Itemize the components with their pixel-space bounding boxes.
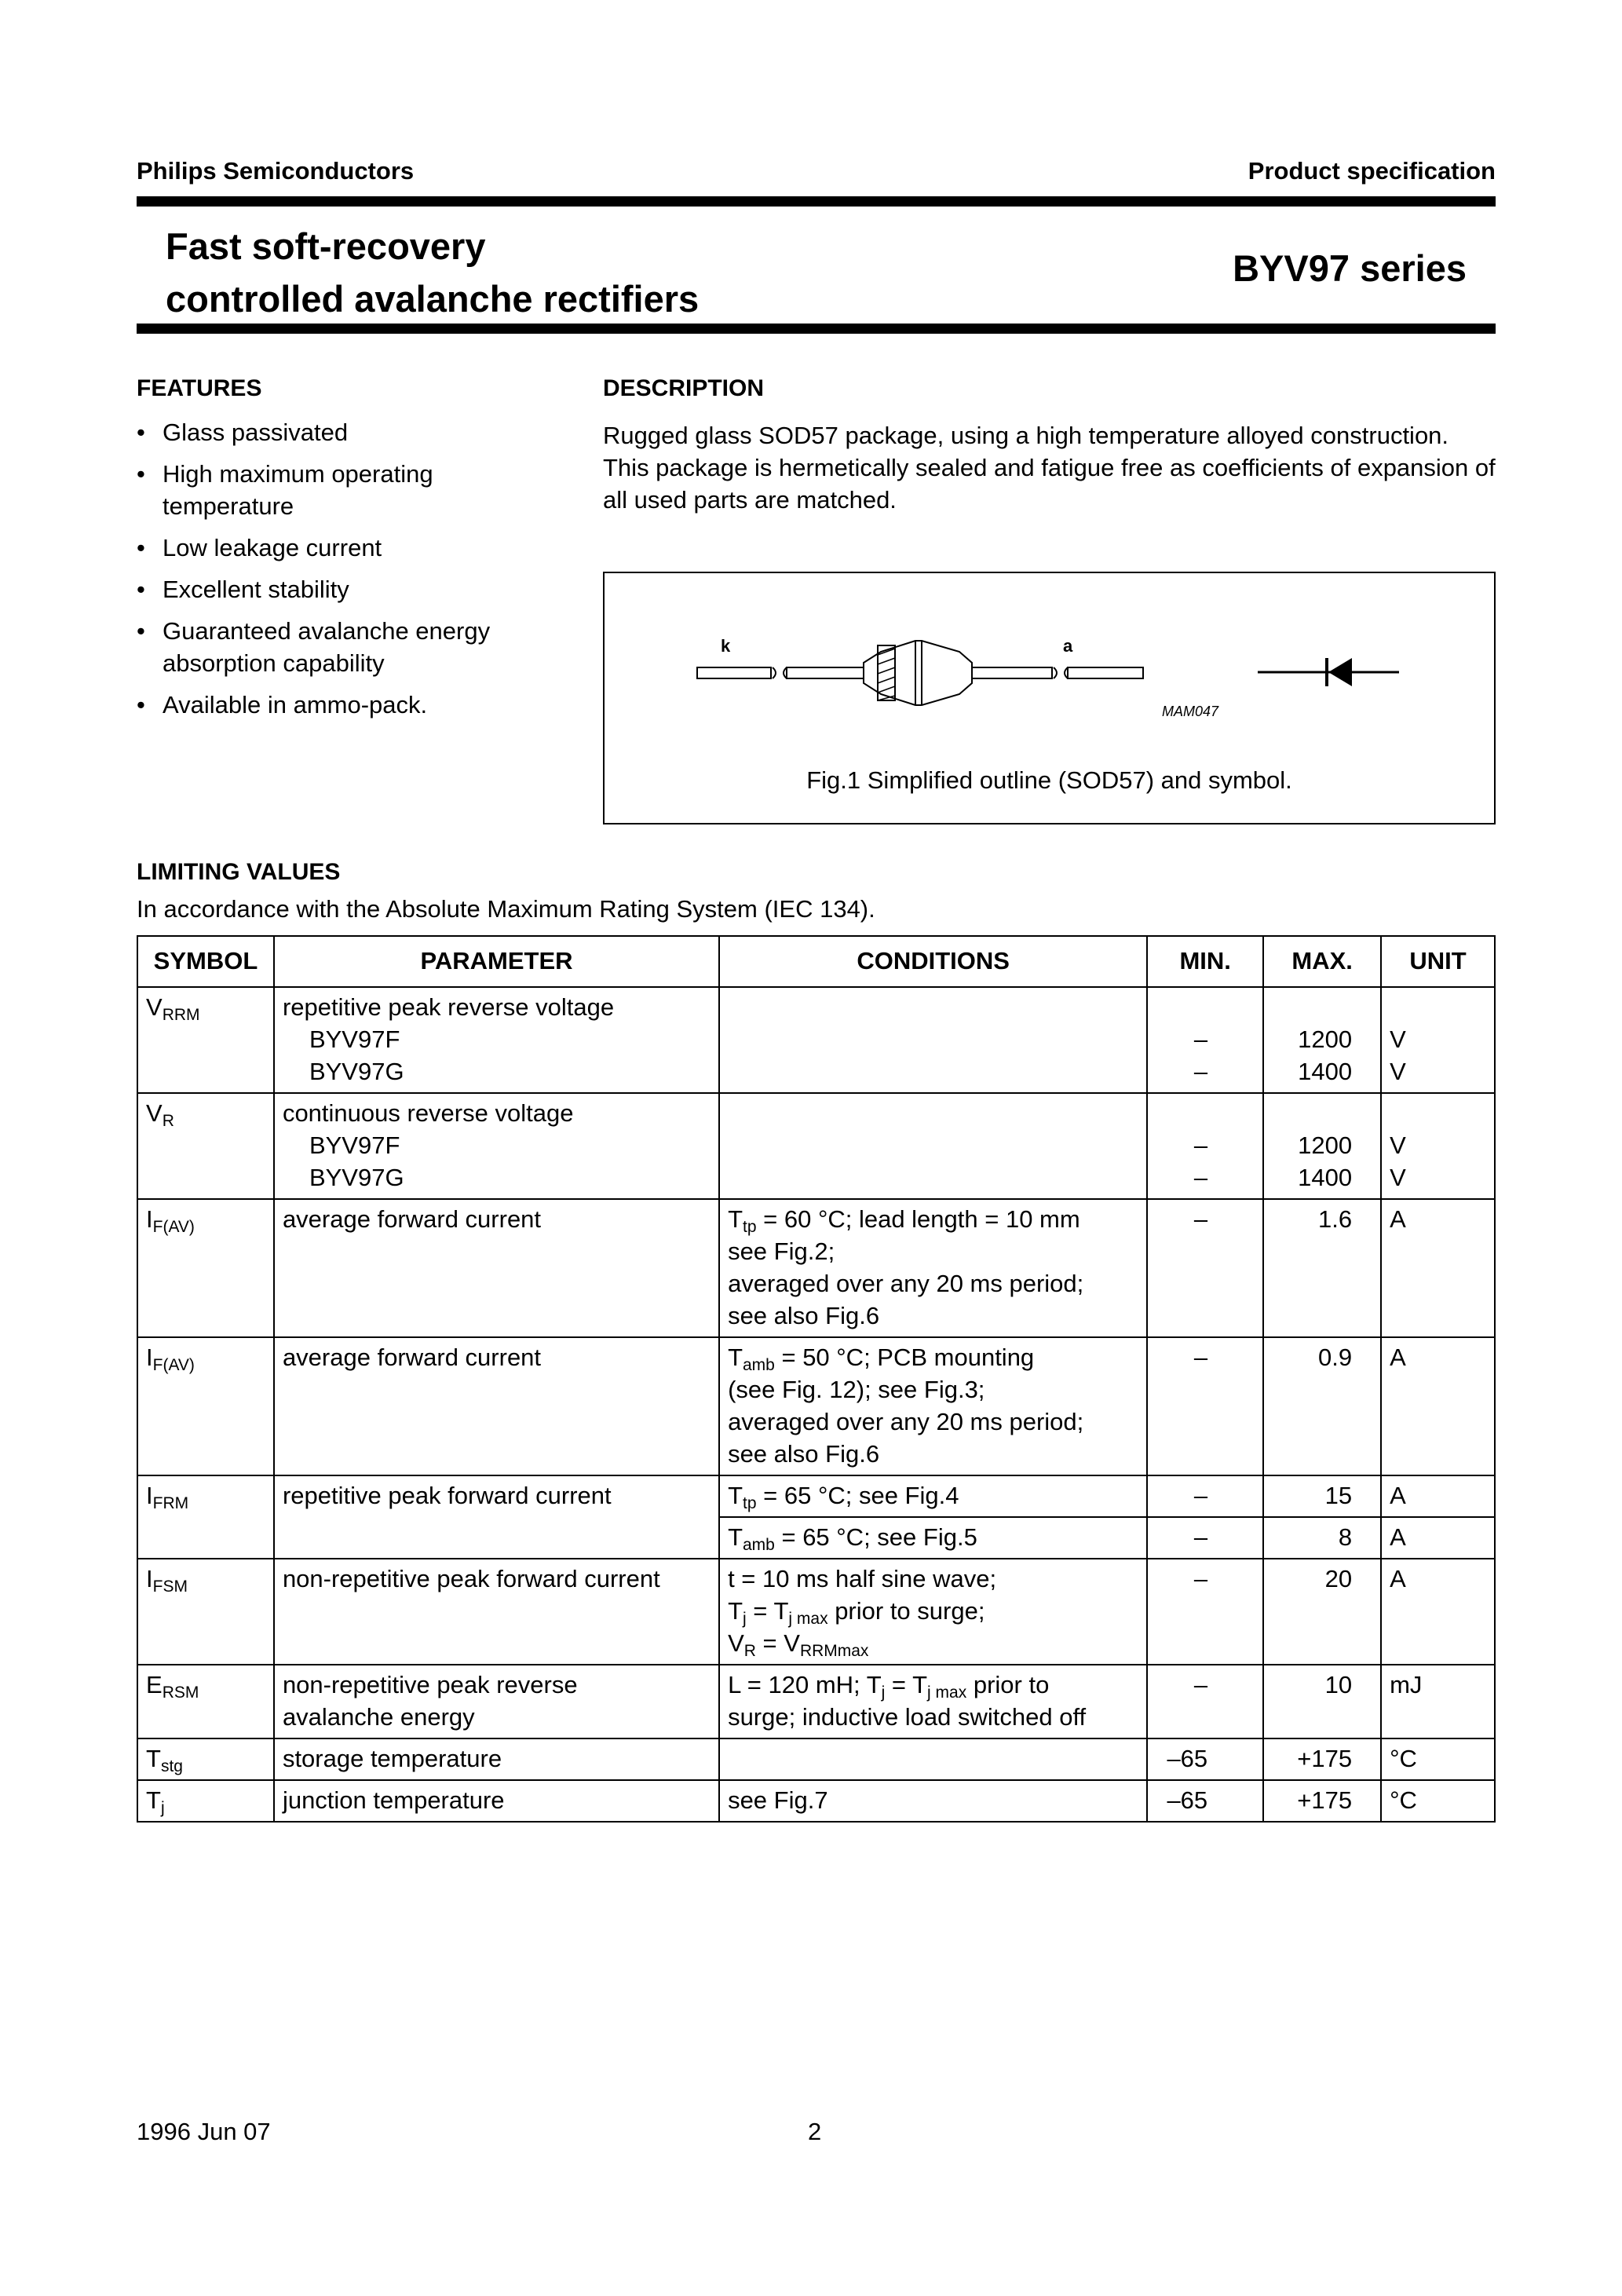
- conditions-cell: $T_{amb} = 65$ °C; see Fig.5: [719, 1517, 1147, 1559]
- document-title: [166, 220, 699, 325]
- max-cell: 15: [1263, 1475, 1381, 1517]
- conditions-cell: L = 120 mH; $T_j = T_{j max}$ prior to surge; inductive load switched off: [719, 1665, 1147, 1738]
- cathode-label: k: [721, 636, 731, 656]
- table-row: [137, 1199, 1495, 1337]
- max-cell: 1.6: [1263, 1199, 1381, 1337]
- column-header: SYMBOL: [137, 936, 274, 987]
- symbol-cell: $I_{FRM}$: [137, 1475, 274, 1559]
- min-cell: – –: [1147, 1093, 1263, 1199]
- conditions-cell: see Fig.7: [719, 1780, 1147, 1822]
- min-cell: –65: [1147, 1780, 1263, 1822]
- max-cell: 8: [1263, 1517, 1381, 1559]
- parameter-cell: average forward current: [274, 1337, 719, 1475]
- max-cell: +175: [1263, 1738, 1381, 1780]
- footer-date: 1996 Jun 07: [137, 2118, 271, 2145]
- table-row: [137, 1093, 1495, 1199]
- parameter-cell: repetitive peak reverse voltage BYV97F BYV97G: [274, 987, 719, 1093]
- conditions-cell: $T_{tp} = 60$ °C; lead length = 10 mm see Fig.2; averaged over any 20 ms period; see also Fig.6: [719, 1199, 1147, 1337]
- unit-cell: A: [1381, 1199, 1495, 1337]
- parameter-cell: average forward current: [274, 1199, 719, 1337]
- table-row: [137, 987, 1495, 1093]
- min-cell: –65: [1147, 1738, 1263, 1780]
- conditions-cell: $T_{amb} = 50$ °C; PCB mounting (see Fig. 12); see Fig.3; averaged over any 20 ms period; see also Fig.6: [719, 1337, 1147, 1475]
- parameter-cell: non-repetitive peak forward current: [274, 1559, 719, 1665]
- feature-item: • Guaranteed avalanche energy absorption capability: [137, 615, 561, 679]
- parameter-cell: continuous reverse voltage BYV97F BYV97G: [274, 1093, 719, 1199]
- figure-code: MAM047: [1162, 704, 1219, 719]
- figure-box: [603, 572, 1496, 824]
- table-row: [137, 1738, 1495, 1780]
- features-list: [137, 416, 561, 730]
- table-row: [137, 1337, 1495, 1475]
- figure-caption: Fig.1 Simplified outline (SOD57) and symbol.: [806, 766, 1292, 794]
- unit-cell: A: [1381, 1337, 1495, 1475]
- document-type: Product specification: [1248, 157, 1496, 185]
- max-cell: +175: [1263, 1780, 1381, 1822]
- unit-cell: A: [1381, 1475, 1495, 1517]
- parameter-cell: non-repetitive peak reverse avalanche energy: [274, 1665, 719, 1738]
- unit-cell: A: [1381, 1517, 1495, 1559]
- min-cell: –: [1147, 1337, 1263, 1475]
- limiting-values-subheading: In accordance with the Absolute Maximum Rating System (IEC 134).: [137, 895, 875, 923]
- company-name: Philips Semiconductors: [137, 157, 415, 185]
- max-cell: 20: [1263, 1559, 1381, 1665]
- feature-item: • Excellent stability: [137, 573, 561, 605]
- column-header: UNIT: [1381, 936, 1495, 987]
- conditions-cell: t = 10 ms half sine wave; $T_j = T_{j max}$ prior to surge; $V_R = V_{RRMmax}$: [719, 1559, 1147, 1665]
- product-series: BYV97 series: [1233, 247, 1467, 289]
- parameter-cell: junction temperature: [274, 1780, 719, 1822]
- symbol-cell: $V_{RRM}$: [137, 987, 274, 1093]
- table-row: [137, 1780, 1495, 1822]
- limiting-values-table: [137, 935, 1496, 1823]
- table-row: [137, 1559, 1495, 1665]
- diode-symbol: [1258, 658, 1399, 686]
- unit-cell: V V: [1381, 987, 1495, 1093]
- conditions-cell: $T_{tp} = 65$ °C; see Fig.4: [719, 1475, 1147, 1517]
- conditions-cell: [719, 987, 1147, 1093]
- table-row: [137, 1475, 1495, 1517]
- conditions-cell: [719, 1738, 1147, 1780]
- conditions-cell: [719, 1093, 1147, 1199]
- parameter-cell: repetitive peak forward current: [274, 1475, 719, 1559]
- min-cell: –: [1147, 1665, 1263, 1738]
- feature-item: • Available in ammo-pack.: [137, 689, 561, 721]
- parameter-cell: storage temperature: [274, 1738, 719, 1780]
- symbol-cell: $T_j$: [137, 1780, 274, 1822]
- symbol-cell: $I_{FSM}$: [137, 1559, 274, 1665]
- title-line-1: Fast soft-recovery: [166, 225, 486, 267]
- cathode-lead-inner: [787, 667, 864, 678]
- table-header-row: [137, 936, 1495, 987]
- description-text: Rugged glass SOD57 package, using a high temperature alloyed construction. This package is hermetically sealed and fatigue free as coefficients of expansion of all used parts are matched.: [603, 422, 1496, 514]
- symbol-cell: $T_{stg}$: [137, 1738, 274, 1780]
- column-header: CONDITIONS: [719, 936, 1147, 987]
- min-cell: –: [1147, 1475, 1263, 1517]
- symbol-cell: $V_R$: [137, 1093, 274, 1199]
- feature-item: • Glass passivated: [137, 416, 561, 448]
- min-cell: – –: [1147, 987, 1263, 1093]
- table-row: [137, 1665, 1495, 1738]
- anode-label: a: [1063, 636, 1073, 656]
- anode-lead: [1068, 667, 1143, 678]
- cathode-lead: [697, 667, 771, 678]
- max-cell: 10: [1263, 1665, 1381, 1738]
- unit-cell: mJ: [1381, 1665, 1495, 1738]
- column-header: MAX.: [1263, 936, 1381, 987]
- feature-item: • High maximum operating temperature: [137, 458, 561, 522]
- limiting-values-heading: LIMITING VALUES: [137, 859, 341, 885]
- column-header: PARAMETER: [274, 936, 719, 987]
- max-cell: 1200 1400: [1263, 987, 1381, 1093]
- anode-lead-inner: [972, 667, 1052, 678]
- max-cell: 1200 1400: [1263, 1093, 1381, 1199]
- min-cell: –: [1147, 1559, 1263, 1665]
- symbol-cell: $E_{RSM}$: [137, 1665, 274, 1738]
- min-cell: –: [1147, 1199, 1263, 1337]
- description-heading: DESCRIPTION: [603, 375, 765, 401]
- unit-cell: °C: [1381, 1780, 1495, 1822]
- title-line-2: controlled avalanche rectifiers: [166, 278, 700, 320]
- unit-cell: °C: [1381, 1738, 1495, 1780]
- unit-cell: A: [1381, 1559, 1495, 1665]
- feature-item: • Low leakage current: [137, 532, 561, 564]
- min-cell: –: [1147, 1517, 1263, 1559]
- page-number: 2: [808, 2118, 822, 2145]
- header-rule-top: [137, 196, 1496, 207]
- features-heading: FEATURES: [137, 375, 262, 401]
- symbol-cell: $I_{F(AV)}$: [137, 1199, 274, 1337]
- unit-cell: V V: [1381, 1093, 1495, 1199]
- symbol-cell: $I_{F(AV)}$: [137, 1337, 274, 1475]
- max-cell: 0.9: [1263, 1337, 1381, 1475]
- column-header: MIN.: [1147, 936, 1263, 987]
- header-rule-bottom: [137, 324, 1496, 334]
